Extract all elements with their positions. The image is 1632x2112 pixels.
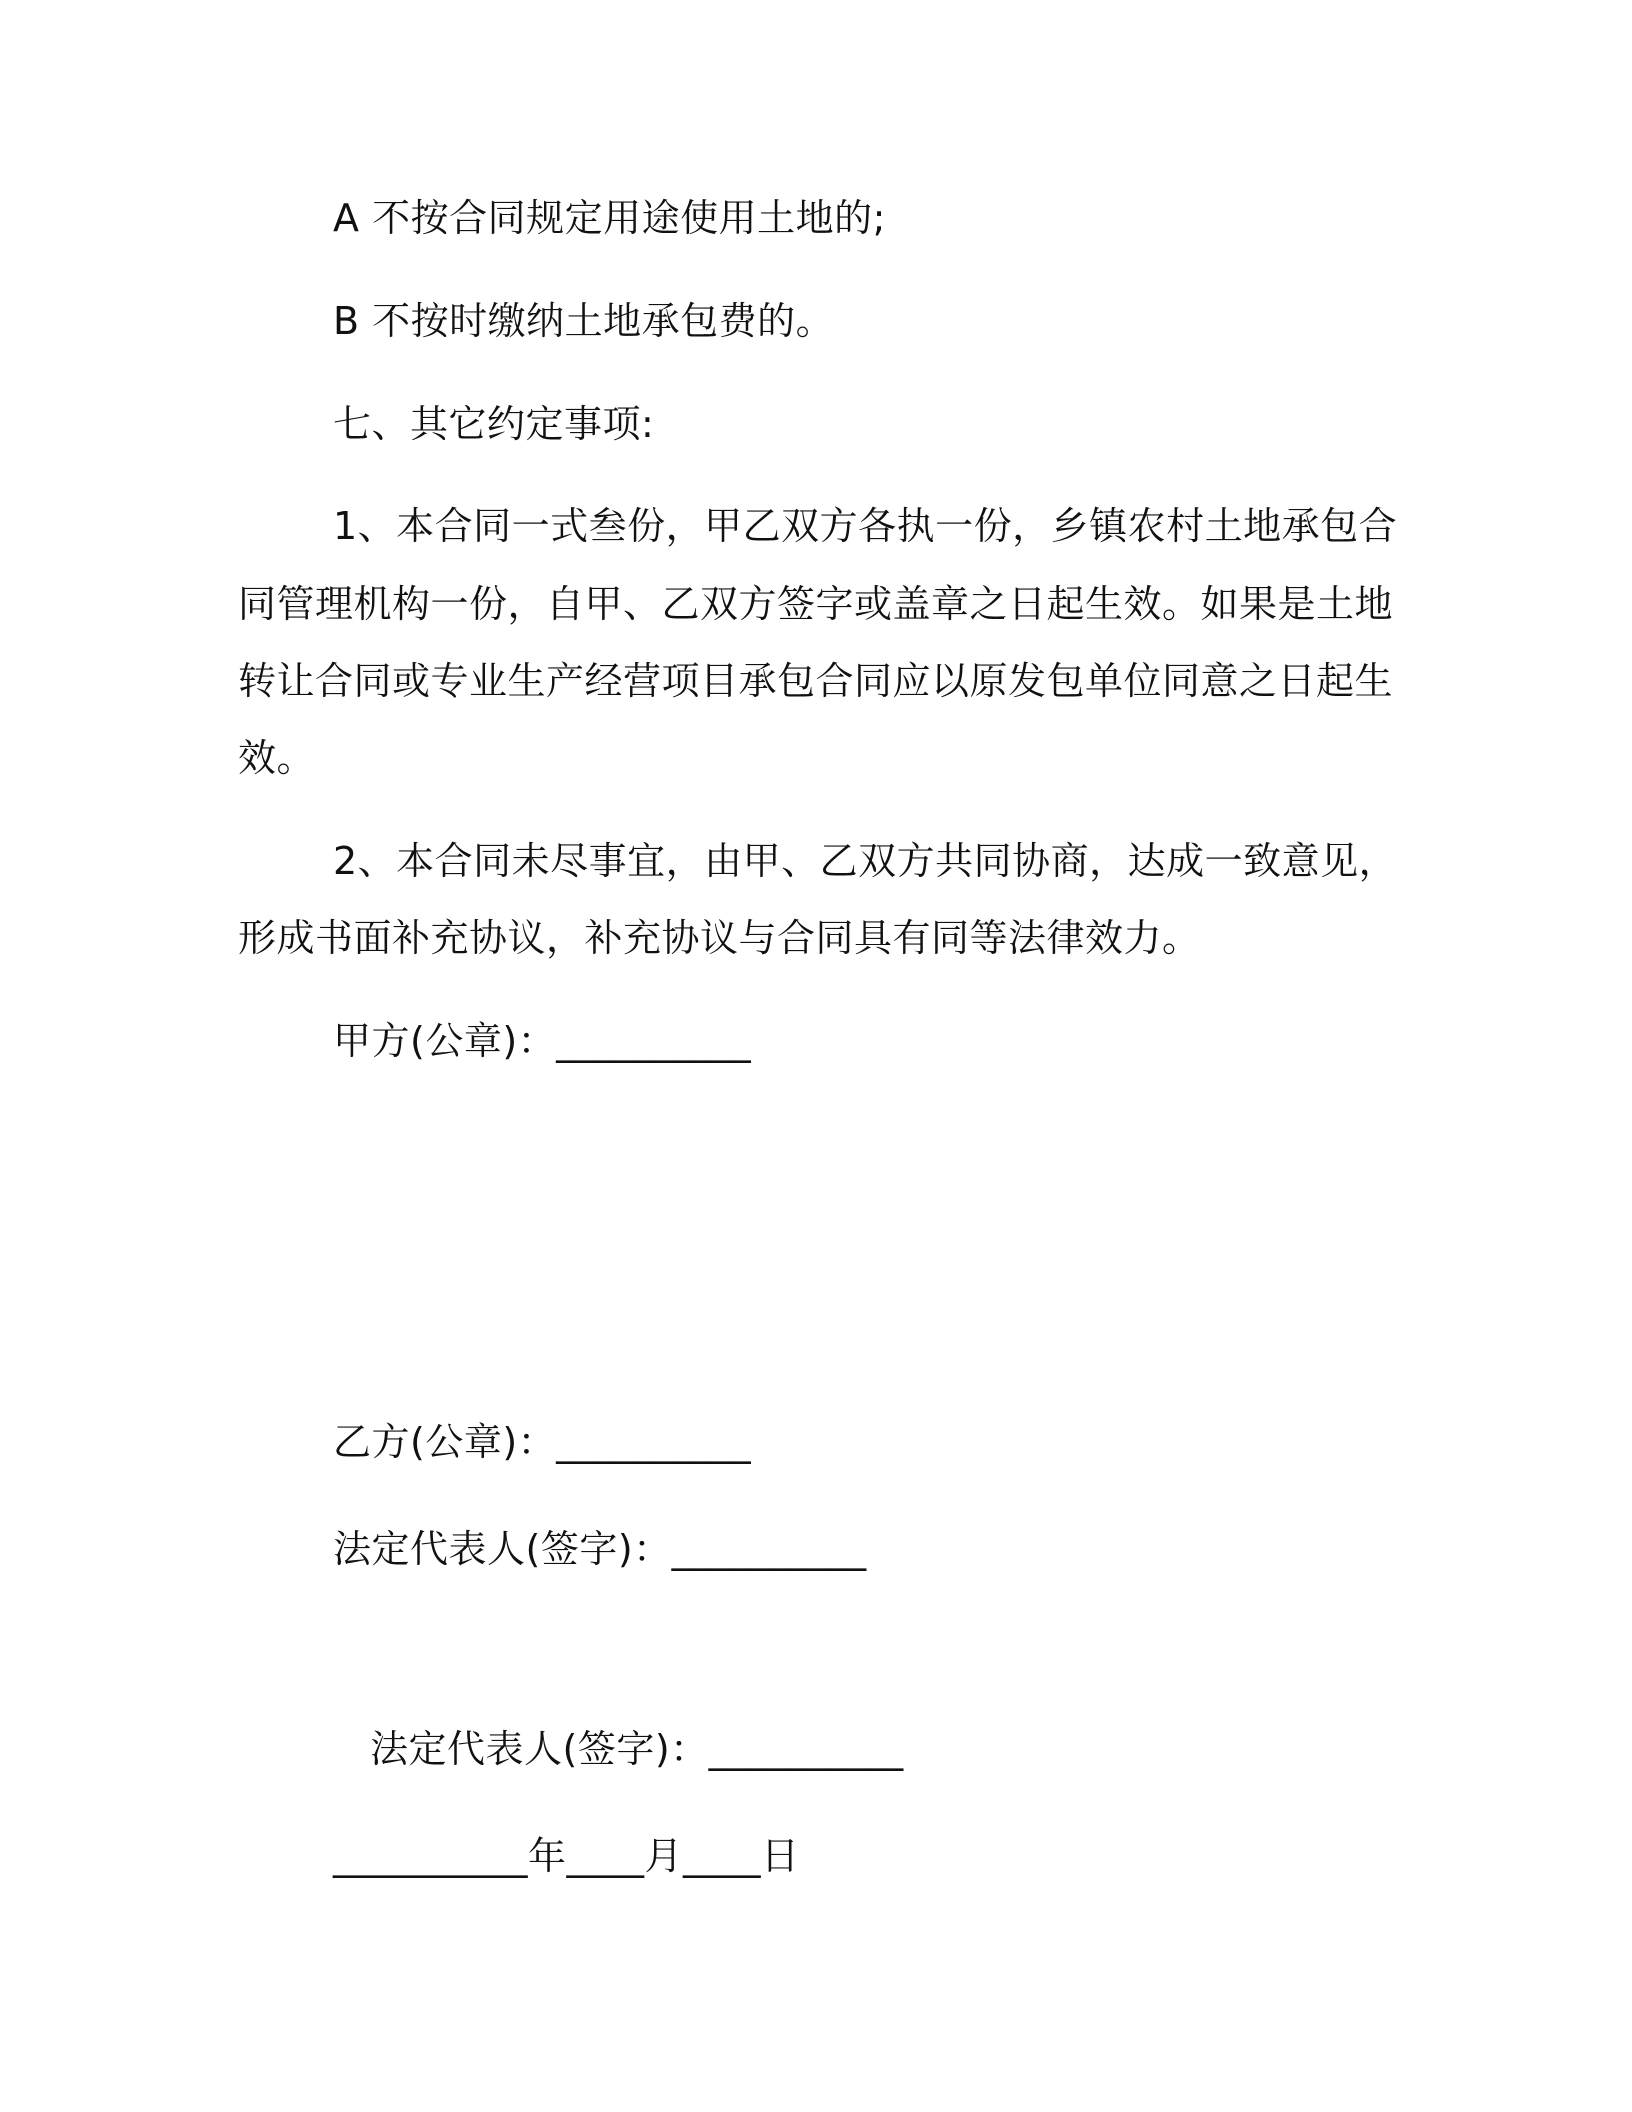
party-b-seal: 乙方(公章)：__________ (333, 1420, 752, 1464)
section-7-title: 七、其它约定事项: (333, 402, 655, 446)
item1-line2: 同管理机构一份，自甲、乙双方签字或盖章之日起生效。如果是土地 (238, 582, 1394, 626)
item1-line4: 效。 (238, 736, 316, 780)
item1-line3: 转让合同或专业生产经营项目承包合同应以原发包单位同意之日起生 (238, 659, 1394, 703)
item2-line1: 2、本合同未尽事宜，由甲、乙双方共同协商，达成一致意见， (333, 839, 1398, 883)
legal-rep-signature-2: 法定代表人(签字)：__________ (370, 1727, 904, 1771)
clause-b: B 不按时缴纳土地承包费的。 (333, 299, 835, 343)
date-line: __________年____月____日 (333, 1834, 800, 1878)
item1-line1: 1、本合同一式叁份，甲乙双方各执一份，乡镇农村土地承包合 (333, 504, 1398, 548)
item2-line2: 形成书面补充协议，补充协议与合同具有同等法律效力。 (238, 916, 1201, 960)
legal-rep-signature-1: 法定代表人(签字)：__________ (333, 1527, 867, 1571)
clause-a: A 不按合同规定用途使用土地的; (333, 196, 886, 240)
party-a-seal: 甲方(公章)：__________ (333, 1019, 752, 1063)
